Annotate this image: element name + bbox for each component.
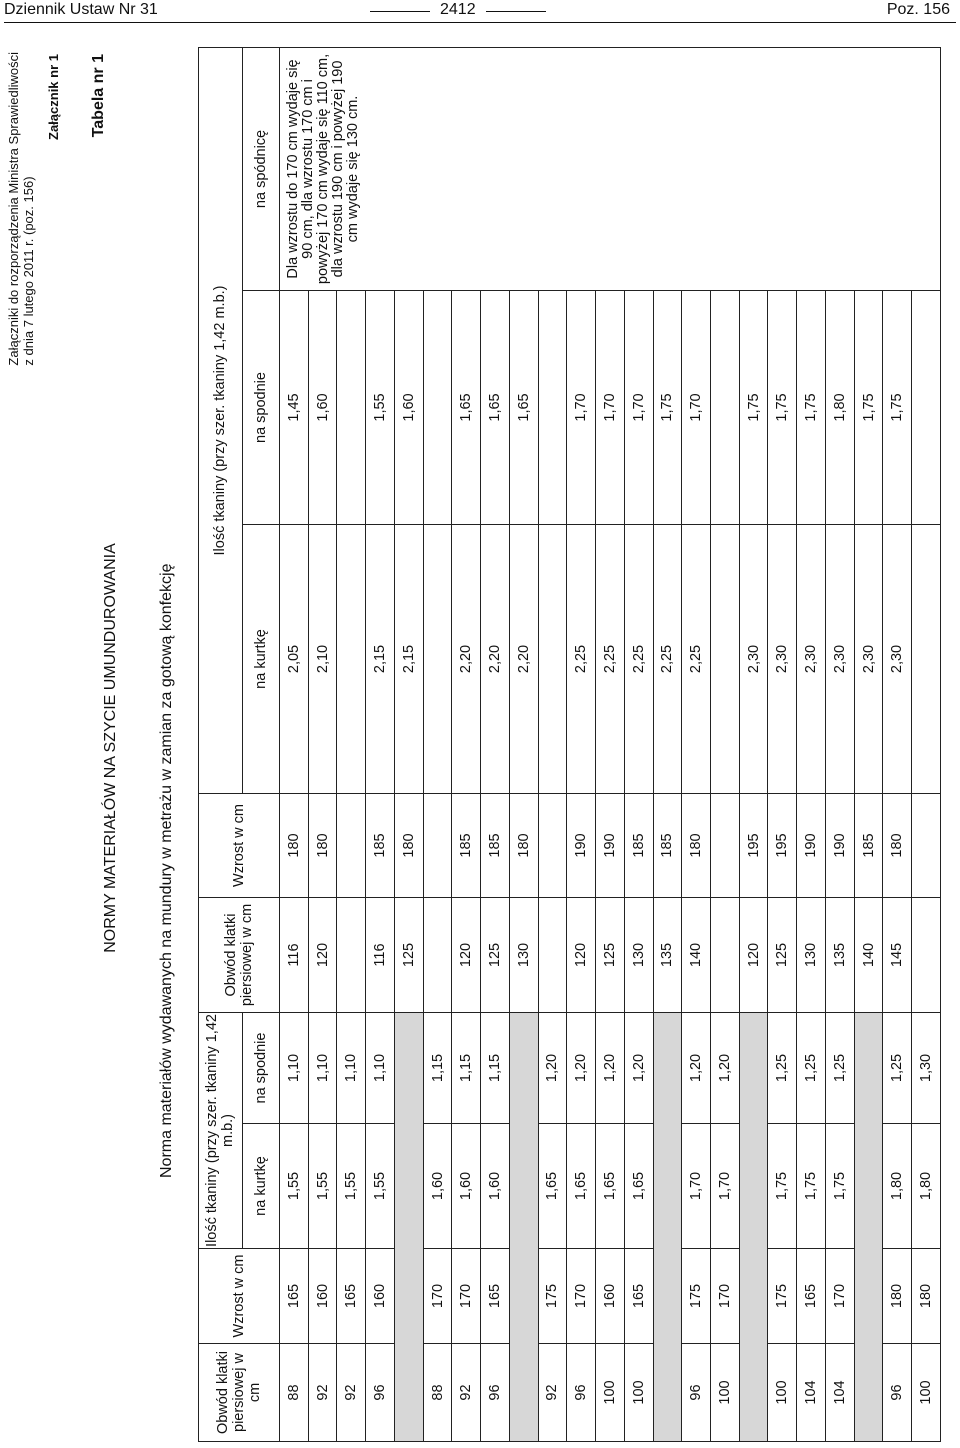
- annex-label: Załącznik nr 1: [46, 54, 61, 140]
- table-cell-l-height: 170: [825, 1249, 854, 1344]
- header-rule: [4, 22, 956, 23]
- table-cell-r-trousers: [912, 291, 941, 525]
- table-cell-r-chest: 135: [825, 898, 854, 1013]
- table-cell-l-chest: 100: [711, 1344, 740, 1442]
- table-cell-r-chest: 125: [768, 898, 797, 1013]
- table-cell-l-chest: 96: [883, 1344, 912, 1442]
- table-cell-l-height: 165: [481, 1249, 510, 1344]
- table-cell-l-jacket: 1,75: [797, 1124, 826, 1249]
- gap-cell: [509, 1013, 538, 1442]
- table-cell-r-jacket: 2,25: [682, 525, 711, 794]
- table-cell-l-chest: 92: [538, 1344, 567, 1442]
- table-cell-r-height: 195: [739, 794, 768, 898]
- col-header-chest-left: Obwód klatki piersiowej w cm: [199, 1344, 280, 1442]
- table-cell-l-height: 175: [768, 1249, 797, 1344]
- table-cell-l-chest: 100: [768, 1344, 797, 1442]
- table-cell-l-jacket: 1,70: [682, 1124, 711, 1249]
- table-cell-r-jacket: 2,20: [452, 525, 481, 794]
- table-cell-l-height: 175: [538, 1249, 567, 1344]
- table-cell-l-jacket: 1,55: [366, 1124, 395, 1249]
- table-cell-r-height: [912, 794, 941, 898]
- col-header-jacket-left: na kurtkę: [242, 1124, 279, 1249]
- table-cell-l-jacket: 1,65: [538, 1124, 567, 1249]
- col-header-trousers-right: na spodnie: [242, 291, 279, 525]
- table-cell-r-trousers: [538, 291, 567, 525]
- table-cell-r-jacket: 2,25: [567, 525, 596, 794]
- table-cell-r-jacket: 2,20: [481, 525, 510, 794]
- table-cell-r-jacket: 2,20: [509, 525, 538, 794]
- table-cell-r-trousers: 1,65: [481, 291, 510, 525]
- table-cell-l-chest: 96: [481, 1344, 510, 1442]
- table-cell-l-trousers: 1,10: [337, 1013, 366, 1124]
- col-header-fabric-left: Ilość tkaniny (przy szer. tkaniny 1,42 m.b.): [199, 1013, 243, 1249]
- table-body: [280, 47, 941, 1441]
- table-cell-r-trousers: 1,75: [768, 291, 797, 525]
- table-cell-l-trousers: 1,10: [280, 1013, 309, 1124]
- table-cell-r-jacket: 2,05: [280, 525, 309, 794]
- table-cell-r-trousers: [711, 291, 740, 525]
- table-cell-r-chest: 120: [567, 898, 596, 1013]
- table-cell-l-jacket: 1,60: [452, 1124, 481, 1249]
- table-cell-r-height: 185: [366, 794, 395, 898]
- table-cell-r-jacket: 2,30: [825, 525, 854, 794]
- table-cell-r-height: 190: [567, 794, 596, 898]
- table-cell-l-chest: 96: [682, 1344, 711, 1442]
- table-cell-l-trousers: 1,20: [711, 1013, 740, 1124]
- table-cell-l-height: 175: [682, 1249, 711, 1344]
- table-cell-r-height: 180: [883, 794, 912, 898]
- table-cell-l-jacket: 1,70: [711, 1124, 740, 1249]
- table-cell-r-height: 185: [452, 794, 481, 898]
- table-cell-r-jacket: 2,30: [854, 525, 883, 794]
- table-cell-r-chest: [337, 898, 366, 1013]
- table-cell-r-chest: 120: [308, 898, 337, 1013]
- gap-cell: [854, 1013, 883, 1442]
- table-cell-r-chest: 116: [280, 898, 309, 1013]
- table-cell-l-height: 170: [452, 1249, 481, 1344]
- table-cell-r-chest: 140: [854, 898, 883, 1013]
- table-cell-r-chest: 116: [366, 898, 395, 1013]
- table-cell-l-chest: 96: [567, 1344, 596, 1442]
- table-cell-r-chest: 130: [797, 898, 826, 1013]
- table-cell-r-jacket: 2,30: [739, 525, 768, 794]
- table-cell-l-jacket: 1,55: [308, 1124, 337, 1249]
- table-cell-l-jacket: 1,75: [768, 1124, 797, 1249]
- table-cell-l-jacket: 1,55: [337, 1124, 366, 1249]
- table-cell-r-chest: 140: [682, 898, 711, 1013]
- table-cell-r-jacket: 2,25: [624, 525, 653, 794]
- table-cell-l-height: 165: [337, 1249, 366, 1344]
- table-cell-l-chest: 88: [280, 1344, 309, 1442]
- table-cell-r-chest: 120: [452, 898, 481, 1013]
- table-cell-r-jacket: 2,30: [768, 525, 797, 794]
- table-cell-r-chest: 125: [394, 898, 423, 1013]
- col-header-fabric-right: Ilość tkaniny (przy szer. tkaniny 1,42 m.b.): [199, 47, 243, 793]
- table-cell-l-height: 170: [567, 1249, 596, 1344]
- table-cell-l-jacket: 1,75: [825, 1124, 854, 1249]
- table-cell-r-trousers: [337, 291, 366, 525]
- table-cell-r-chest: [711, 898, 740, 1013]
- table-cell-r-height: 195: [768, 794, 797, 898]
- fabric-norms-table: [198, 47, 941, 1442]
- table-cell-r-jacket: 2,25: [653, 525, 682, 794]
- table-cell-r-chest: 130: [624, 898, 653, 1013]
- table-cell-r-trousers: 1,70: [567, 291, 596, 525]
- table-cell-l-height: 165: [797, 1249, 826, 1344]
- table-cell-r-trousers: 1,75: [883, 291, 912, 525]
- table-cell-l-trousers: 1,10: [308, 1013, 337, 1124]
- table-cell-l-chest: 96: [366, 1344, 395, 1442]
- table-cell-r-trousers: 1,55: [366, 291, 395, 525]
- table-cell-r-trousers: 1,60: [308, 291, 337, 525]
- table-cell-l-trousers: 1,20: [538, 1013, 567, 1124]
- table-cell-r-height: 180: [394, 794, 423, 898]
- table-cell-l-chest: 88: [423, 1344, 452, 1442]
- header-row-2: [242, 47, 279, 1441]
- table-cell-r-height: 185: [854, 794, 883, 898]
- table-cell-r-jacket: [423, 525, 452, 794]
- table-cell-l-height: 165: [280, 1249, 309, 1344]
- table-cell-l-chest: 104: [825, 1344, 854, 1442]
- page-number: 2412: [440, 1, 476, 18]
- subtitle: Norma materiałów wydawanych na mundury w metrażu w zamian za gotową konfekcję: [158, 563, 175, 1178]
- table-cell-r-chest: 135: [653, 898, 682, 1013]
- table-cell-r-height: 185: [653, 794, 682, 898]
- table-cell-l-height: 180: [912, 1249, 941, 1344]
- table-cell-l-height: 180: [883, 1249, 912, 1344]
- table-cell-l-trousers: 1,20: [682, 1013, 711, 1124]
- table-cell-l-trousers: 1,30: [912, 1013, 941, 1124]
- table-cell-r-chest: [423, 898, 452, 1013]
- table-cell-r-trousers: 1,75: [653, 291, 682, 525]
- table-cell-l-jacket: 1,65: [596, 1124, 625, 1249]
- table-cell-l-trousers: 1,15: [481, 1013, 510, 1124]
- col-header-jacket-right: na kurtkę: [242, 525, 279, 794]
- table-cell-r-trousers: 1,75: [854, 291, 883, 525]
- table-cell-r-chest: 120: [739, 898, 768, 1013]
- table-cell-r-height: [538, 794, 567, 898]
- table-cell-r-trousers: 1,65: [509, 291, 538, 525]
- table-cell-r-height: 190: [596, 794, 625, 898]
- table-cell-r-trousers: 1,60: [394, 291, 423, 525]
- table-cell-r-height: [711, 794, 740, 898]
- table-cell-l-height: 160: [596, 1249, 625, 1344]
- table-cell-l-trousers: 1,25: [797, 1013, 826, 1124]
- table-cell-r-jacket: [337, 525, 366, 794]
- gap-cell: [739, 1013, 768, 1442]
- position-number: Poz. 156: [886, 1, 950, 18]
- table-cell-r-height: 190: [825, 794, 854, 898]
- col-header-chest-right: Obwód klatki piersiowej w cm: [199, 898, 280, 1013]
- table-cell-l-trousers: 1,15: [452, 1013, 481, 1124]
- table-cell-r-chest: [538, 898, 567, 1013]
- table-cell-l-trousers: 1,25: [825, 1013, 854, 1124]
- table-cell-r-trousers: 1,70: [624, 291, 653, 525]
- table-cell-l-height: 170: [711, 1249, 740, 1344]
- table-cell-r-jacket: 2,15: [366, 525, 395, 794]
- table-cell-l-jacket: 1,65: [567, 1124, 596, 1249]
- table-cell-r-height: 180: [682, 794, 711, 898]
- table-cell-r-chest: 130: [509, 898, 538, 1013]
- source-note-line1: Załączniki do rozporządzenia Ministra Sprawiedliwości: [6, 52, 21, 366]
- table-cell-l-height: 160: [366, 1249, 395, 1344]
- table-cell-r-jacket: 2,10: [308, 525, 337, 794]
- table-cell-r-jacket: [711, 525, 740, 794]
- table-cell-l-height: 160: [308, 1249, 337, 1344]
- journal-name: Dziennik Ustaw Nr 31: [4, 1, 158, 18]
- table-row: [280, 47, 309, 1441]
- skirt-norm-note: Dla wzrostu do 170 cm wydaje się 90 cm, dla wzrostu 170 cm i powyżej 170 cm wydaje się 110 cm, dla wzrostu 190 cm i powyżej 190 cm wydaje się 130 cm.: [280, 47, 941, 290]
- table-cell-r-trousers: 1,70: [596, 291, 625, 525]
- table-cell-l-trousers: 1,15: [423, 1013, 452, 1124]
- table-cell-r-height: 180: [509, 794, 538, 898]
- gap-cell: [394, 1013, 423, 1442]
- table-cell-r-height: 185: [481, 794, 510, 898]
- table-cell-l-chest: 100: [912, 1344, 941, 1442]
- table-cell-r-chest: 125: [481, 898, 510, 1013]
- table-cell-r-jacket: 2,15: [394, 525, 423, 794]
- table-cell-l-jacket: 1,65: [624, 1124, 653, 1249]
- source-note-line2: z dnia 7 lutego 2011 r. (poz. 156): [21, 176, 36, 366]
- table-cell-l-chest: 92: [337, 1344, 366, 1442]
- col-header-height-left: Wzrost w cm: [199, 1249, 280, 1344]
- table-cell-r-chest: [912, 898, 941, 1013]
- table-cell-r-trousers: [423, 291, 452, 525]
- table-cell-l-chest: 92: [308, 1344, 337, 1442]
- table-cell-r-chest: 125: [596, 898, 625, 1013]
- table-cell-l-trousers: 1,20: [596, 1013, 625, 1124]
- table-cell-r-height: 180: [280, 794, 309, 898]
- table-cell-l-height: 165: [624, 1249, 653, 1344]
- table-cell-l-jacket: 1,60: [481, 1124, 510, 1249]
- main-title: NORMY MATERIAŁÓW NA SZYCIE UMUNDUROWANIA: [102, 543, 119, 953]
- page-header: [4, 0, 956, 24]
- col-header-trousers-left: na spodnie: [242, 1013, 279, 1124]
- table-label: Tabela nr 1: [90, 54, 107, 138]
- table-cell-l-trousers: 1,25: [768, 1013, 797, 1124]
- table-cell-r-height: 180: [308, 794, 337, 898]
- table-cell-l-jacket: 1,80: [883, 1124, 912, 1249]
- table-cell-r-height: [337, 794, 366, 898]
- table-cell-l-chest: 100: [624, 1344, 653, 1442]
- table-cell-r-height: [423, 794, 452, 898]
- table-cell-r-height: 190: [797, 794, 826, 898]
- col-header-height-right: Wzrost w cm: [199, 794, 280, 898]
- header-row-1: [199, 47, 243, 1441]
- table-cell-r-trousers: 1,80: [825, 291, 854, 525]
- source-note: [6, 52, 36, 366]
- table-cell-r-chest: 145: [883, 898, 912, 1013]
- rotated-page-content: [0, 48, 940, 1448]
- table-cell-l-trousers: 1,20: [567, 1013, 596, 1124]
- table-cell-l-trousers: 1,10: [366, 1013, 395, 1124]
- col-header-skirt-right: na spódnicę: [242, 47, 279, 290]
- table-cell-r-jacket: [538, 525, 567, 794]
- table-cell-l-chest: 92: [452, 1344, 481, 1442]
- table-cell-r-trousers: 1,75: [739, 291, 768, 525]
- table-cell-r-trousers: 1,45: [280, 291, 309, 525]
- table-cell-r-jacket: [912, 525, 941, 794]
- table-cell-l-jacket: 1,60: [423, 1124, 452, 1249]
- table-cell-r-trousers: 1,75: [797, 291, 826, 525]
- table-cell-l-trousers: 1,25: [883, 1013, 912, 1124]
- table-cell-l-chest: 100: [596, 1344, 625, 1442]
- gap-cell: [653, 1013, 682, 1442]
- table-cell-l-trousers: 1,20: [624, 1013, 653, 1124]
- table-cell-r-trousers: 1,70: [682, 291, 711, 525]
- table-cell-r-trousers: 1,65: [452, 291, 481, 525]
- table-cell-r-jacket: 2,30: [797, 525, 826, 794]
- table-cell-r-jacket: 2,30: [883, 525, 912, 794]
- table-cell-r-jacket: 2,25: [596, 525, 625, 794]
- table-cell-l-chest: 104: [797, 1344, 826, 1442]
- table-cell-l-height: 170: [423, 1249, 452, 1344]
- table-cell-r-height: 185: [624, 794, 653, 898]
- table-cell-l-jacket: 1,55: [280, 1124, 309, 1249]
- table-cell-l-jacket: 1,80: [912, 1124, 941, 1249]
